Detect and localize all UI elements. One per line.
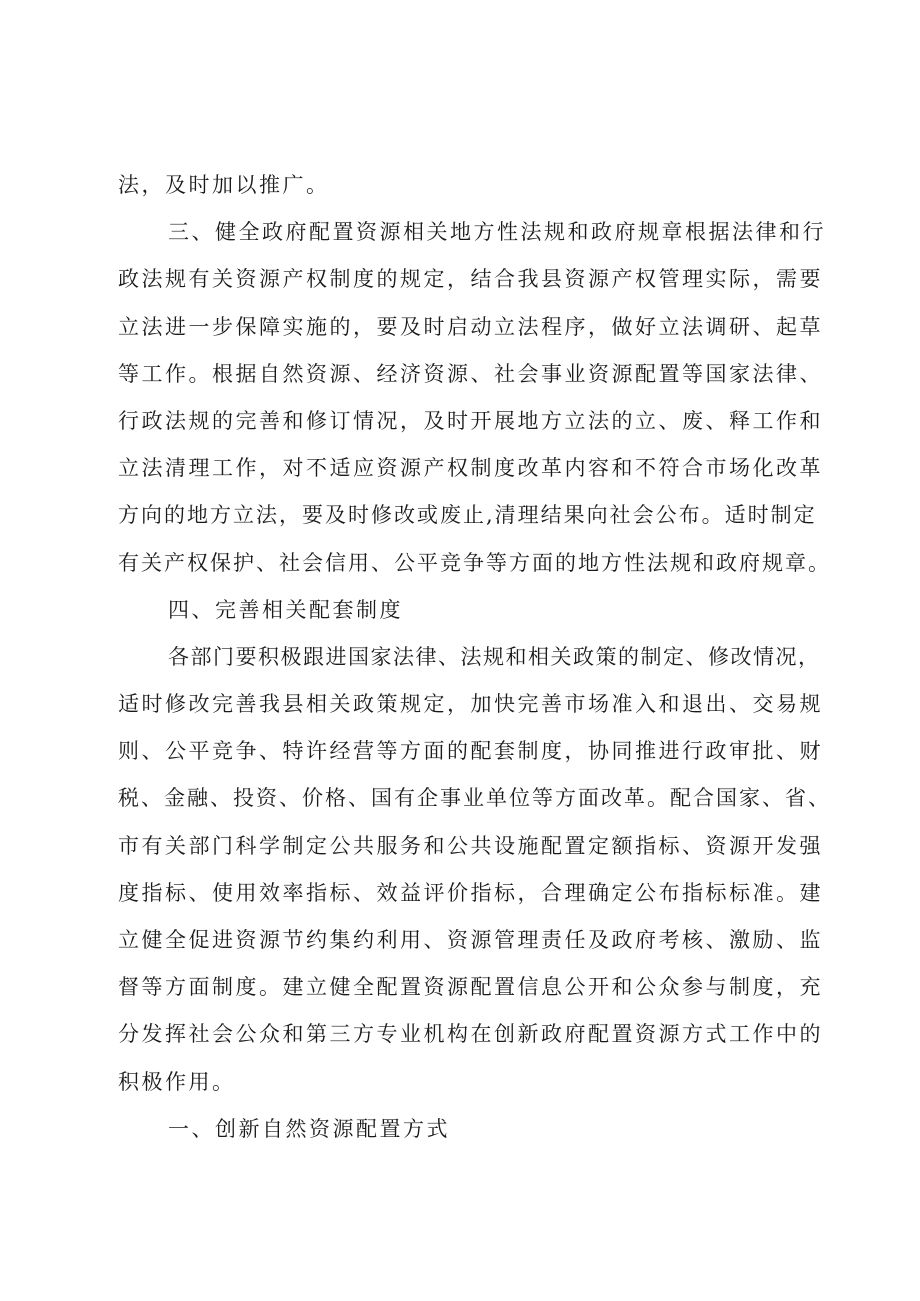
paragraph-line: 适时修改完善我县相关政策规定，加快完善市场准入和退出、交易规: [118, 692, 823, 717]
paragraph-line: 方向的地方立法，要及时修改或废止,清理结果向社会公布。适时制定: [118, 503, 817, 528]
paragraph-line: 分发挥社会公众和第三方专业机构在创新政府配置资源方式工作中的: [118, 1022, 823, 1047]
paragraph-line: 立健全促进资源节约集约利用、资源管理责任及政府考核、激励、监: [118, 928, 823, 952]
section-heading-one: 一、创新自然资源配置方式: [168, 1116, 450, 1141]
section-heading-four: 四、完善相关配套制度: [168, 597, 403, 622]
paragraph-line: 督等方面制度。建立健全配置资源配置信息公开和公众参与制度，充: [118, 975, 823, 1000]
paragraph-line: 等工作。根据自然资源、经济资源、社会事业资源配置等国家法律、: [118, 361, 823, 386]
paragraph-line: 行政法规的完善和修订情况，及时开展地方立法的立、废、释工作和: [118, 408, 823, 433]
paragraph-line: 政法规有关资源产权制度的规定，结合我县资源产权管理实际，需要: [118, 267, 823, 292]
paragraph-line: 立法清理工作，对不适应资源产权制度改革内容和不符合市场化改革: [118, 456, 823, 481]
paragraph-line: 度指标、使用效率指标、效益评价指标，合理确定公布指标标准。建: [118, 880, 823, 905]
paragraph-line: 税、金融、投资、价格、国有企事业单位等方面改革。配合国家、省、: [118, 786, 831, 811]
paragraph-line: 各部门要积极跟进国家法律、法规和相关政策的制定、修改情况，: [168, 644, 821, 669]
paragraph-line: 市有关部门科学制定公共服务和公共设施配置定额指标、资源开发强: [118, 833, 823, 858]
paragraph-line: 立法进一步保障实施的，要及时启动立法程序，做好立法调研、起草: [118, 314, 823, 339]
paragraph-line: 法，及时加以推广。: [118, 173, 330, 197]
paragraph-line: 则、公平竞争、特许经营等方面的配套制度，协同推进行政审批、财: [118, 739, 823, 764]
paragraph-line: 积极作用。: [118, 1069, 236, 1094]
section-heading-three: 三、健全政府配置资源相关地方性法规和政府规章根据法律和行: [168, 220, 826, 245]
paragraph-line: 有关产权保护、社会信用、公平竞争等方面的地方性法规和政府规章。: [118, 550, 831, 575]
document-body: [118, 162, 830, 1153]
